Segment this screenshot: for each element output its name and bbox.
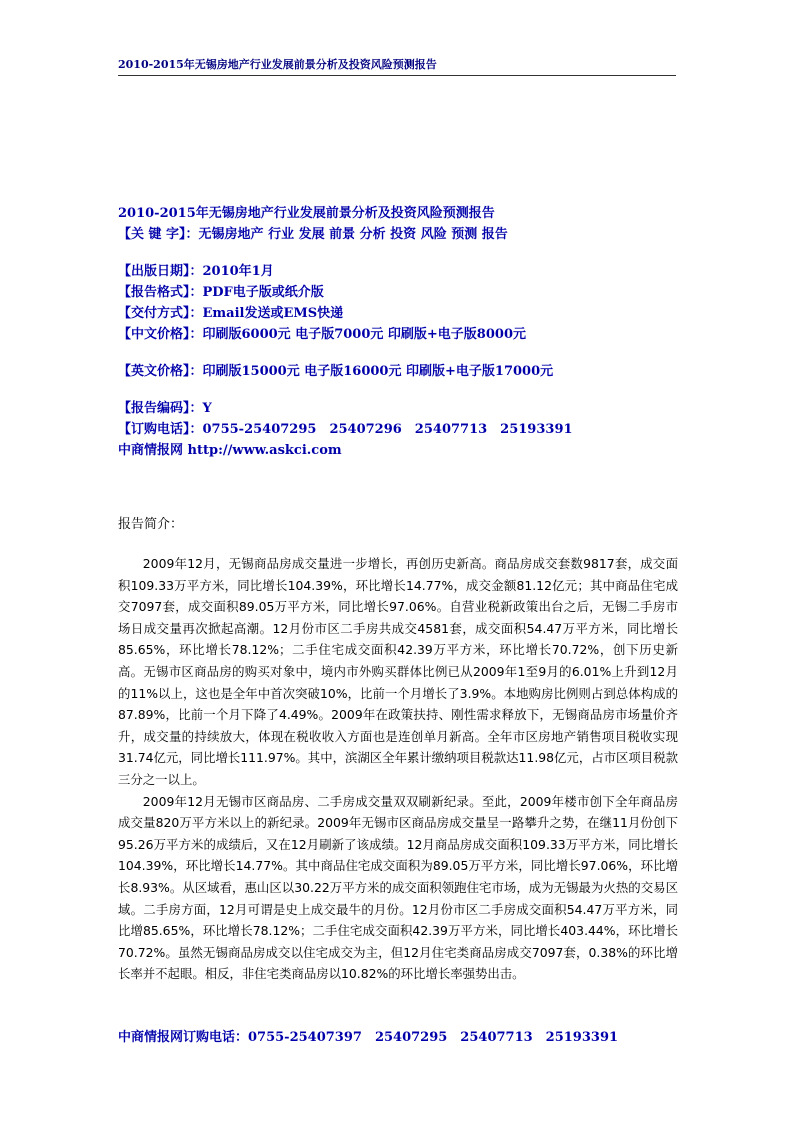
report-code: 【报告编码】：Y [118,401,212,416]
price-english: 【英文价格】：印刷版15000元 电子版16000元 印刷版+电子版17000元 [118,364,554,379]
order-phone: 【订购电话】：0755-25407295 25407296 25407713 25193391 [118,422,573,437]
report-format: 【报告格式】：PDF电子版或纸介版 [118,285,324,300]
report-title: 2010-2015年无锡房地产行业发展前景分析及投资风险预测报告 [118,206,495,221]
report-meta [118,203,698,461]
running-header: 2010-2015年无锡房地产行业发展前景分析及投资风险预测报告 [118,56,676,76]
site-link[interactable]: 中商情报网 http://www.askci.com [118,443,342,458]
paragraph: 2009年12月，无锡商品房成交量进一步增长，再创历史新高。商品房成交套数9817套，成交面积109.33万平方米，同比增长104.39%，环比增长14.77%，成交金额81.12亿元；其中商品住宅成交7097套，成交面积89.05万平方米，同比增长97.06%。自营业税新政策出台之后，无锡二手房市场日成交量再次掀起高潮。12月份市区二手房共成交4581套，成交面积54.47万平方米，同比增长85.65%，环比增长78.12%；二手住宅成交面积42.39万平方米，环比增长70.72%，创下历史新高。无锡市区商品房的购买对象中，境内市外购买群体比例已从2009年1至9月的6.01%上升到12月的11%以上，这也是全年中首次突破10%，比前一个月增长了3.9%。本地购房比例则占到总体构成的87.89%，比前一个月下降了4.49%。2009年在政策扶持、刚性需求释放下，无锡商品房市场量价齐升，成交量的持续放大，体现在税收收入方面也是连创单月新高。全年市区房地产销售项目税收实现31.74亿元，同比增长111.97%。其中，滨湖区全年累计缴纳项目税款达11.98亿元，占市区项目税款三分之一以上。 [118,556,678,787]
keywords: 【关 键 字】：无锡房地产 行业 发展 前景 分析 投资 风险 预测 报告 [118,227,508,242]
publish-date: 【出版日期】：2010年1月 [118,264,274,279]
price-chinese: 【中文价格】：印刷版6000元 电子版7000元 印刷版+电子版8000元 [118,327,526,342]
report-body [118,553,678,985]
intro-label: 报告简介： [118,517,184,532]
paragraph: 2009年12月无锡市区商品房、二手房成交量双双刷新纪录。至此，2009年楼市创下全年商品房成交量820万平方米以上的新纪录。2009年无锡市区商品房成交量呈一路攀升之势，在继11月份创下95.26万平方米的成绩后，又在12月刷新了该成绩。12月商品房成交面积109.33万平方米，同比增长104.39%，环比增长14.77%。其中商品住宅成交面积为89.05万平方米，同比增长97.06%，环比增长8.93%。从区域看，惠山区以30.22万平方米的成交面积领跑住宅市场，成为无锡最为火热的交易区域。二手房方面，12月可谓是史上成交最牛的月份。12月份市区二手房成交面积54.47万平方米，同比增85.65%，环比增长78.12%；二手住宅成交面积42.39万平方米，同比增长403.44%，环比增长70.72%。虽然无锡商品房成交以住宅成交为主，但12月住宅类商品房成交7097套，0.38%的环比增长率并不起眼。相反，非住宅类商品房以10.82%的环比增长率强势出击。 [118,793,678,982]
delivery-method: 【交付方式】：Email发送或EMS快递 [118,306,344,321]
footer-contact: 中商情报网订购电话：0755-25407397 25407295 25407713 25193391 [118,1030,619,1045]
